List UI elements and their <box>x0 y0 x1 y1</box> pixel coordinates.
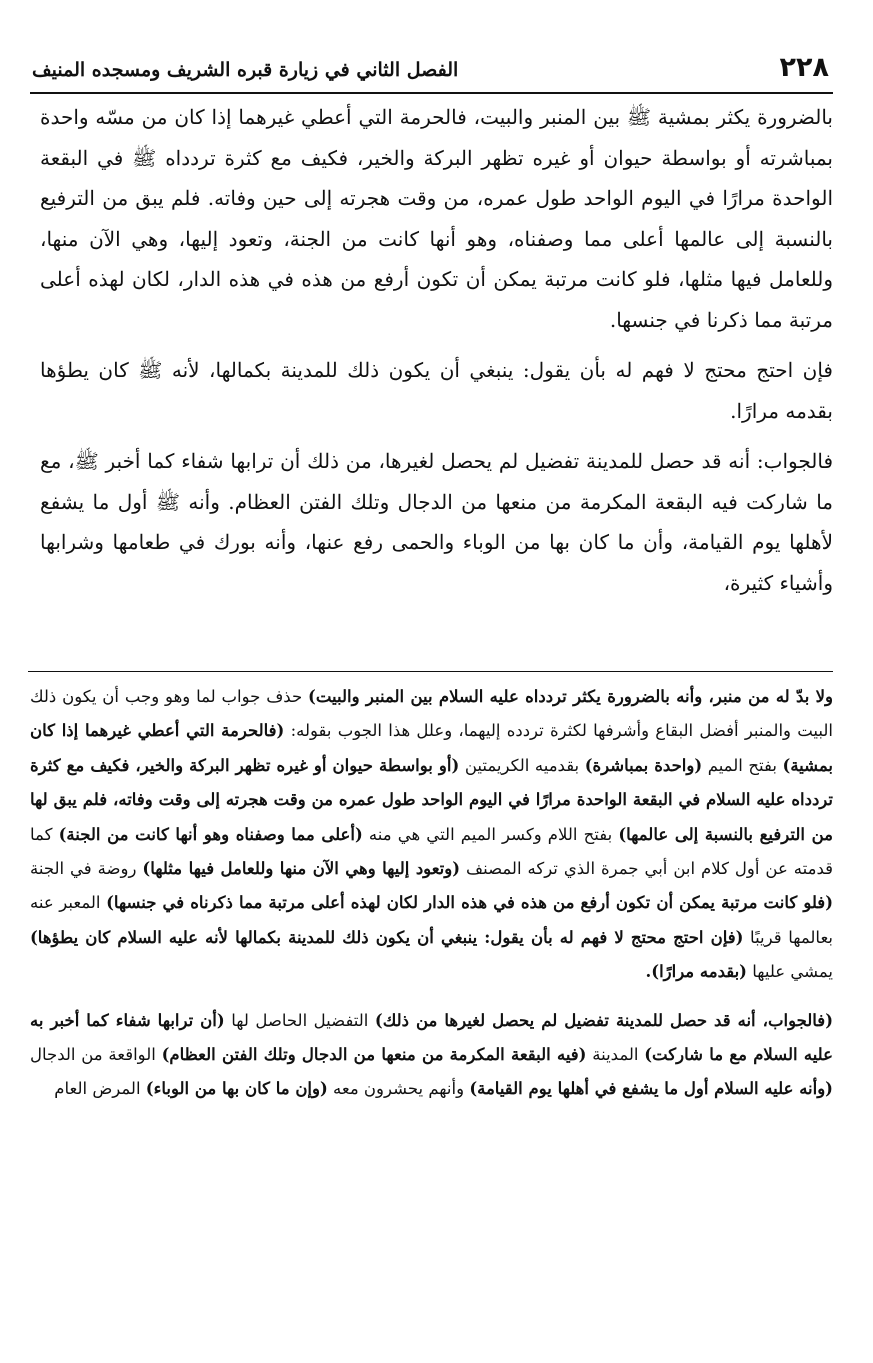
quoted-matn-text: (فالجواب، أنه قد حصل للمدينة تفضيل لم يحصل لغيرها من ذلك) <box>374 1010 833 1030</box>
commentary-text: يمشي عليها <box>746 962 833 982</box>
commentary-text: وأنهم يحشرون معه <box>327 1079 470 1099</box>
main-paragraph-1: بالضرورة يكثر بمشية ﷺ بين المنبر والبيت، فالحرمة التي أعطي غيرهما إذا كان من مسّه واحدة بمباشرته أو بواسطة حيوان أو غيره تظهر البركة والخير، فكيف مع كثرة تردداه ﷺ في البقعة الواحدة مرارًا في اليوم الواحد طول عمره، من وقت هجرته إلى حين وفاته. فلم يبق من الترفيع بالنسبة إلى عالمها أعلى مما وصفناه، وهو أنها كانت من الجنة، وتعود إليها، وهي الآن منها، وللعامل فيها مثلها، فلو كانت مرتبة يمكن أن تكون أرفع من هذه في هذه الدار، لكان لهذه أعلى مرتبة مما ذكرنا في جنسها. <box>40 105 833 332</box>
commentary-text: روضة في الجنة <box>30 859 143 879</box>
quoted-matn-text: ولا بدّ له من منبر، وأنه بالضرورة يكثر تردداه عليه السلام بين المنبر والبيت) <box>308 687 834 706</box>
commentary-text: الواقعة من الدجال <box>30 1045 162 1065</box>
commentary-paragraph-1 <box>30 680 833 990</box>
page-number: ٢٢٨ <box>779 52 829 83</box>
main-paragraph-2: فإن احتج محتج لا فهم له بأن يقول: ينبغي أن يكون ذلك للمدينة بكمالها، لأنه ﷺ كان يطؤها بقدمه مرارًا. <box>40 358 833 423</box>
quoted-matn-text: (فالحرمة التي أعطي غيرهما إذا كان بمشية) <box>30 721 833 775</box>
commentary-text: المدينة <box>586 1045 645 1065</box>
commentary-paragraph-2 <box>30 1004 833 1107</box>
quoted-matn-text: (وتعود إليها وهي الآن منها وللعامل فيها مثلها) <box>142 859 461 879</box>
commentary-text: بفتح اللام وكسر الميم التي هي منه <box>362 824 619 844</box>
quoted-matn-text: (وأنه عليه السلام أول ما يشفع في أهلها يوم القيامة) <box>469 1079 833 1099</box>
quoted-matn-text: (وإن ما كان بها من الوباء) <box>145 1079 328 1099</box>
commentary-text: المعبر عنه بعالمها قريبًا <box>30 893 834 947</box>
commentary-text: التفضيل الحاصل لها <box>224 1010 375 1030</box>
main-text <box>40 97 833 603</box>
commentary-text: المرض العام <box>54 1079 146 1099</box>
page-header <box>30 52 833 94</box>
commentary-text: حذف جواب لما وهو وجب أن يكون ذلك البيت والمنبر أفضل البقاع وأشرفها لكثرة تردده إليهما، وعلل هذا الجوب بقوله: <box>30 687 833 741</box>
quoted-matn-text: (بقدمه مرارًا). <box>645 962 747 982</box>
quoted-matn-text: (واحدة بمباشرة) <box>584 755 703 775</box>
commentary-text: كما قدمته عن أول كلام ابن أبي جمرة الذي تركه المصنف <box>30 824 833 879</box>
quoted-matn-text: (أو بواسطة حيوان أو غيره تظهر البركة والخير، فكيف مع كثرة تردداه عليه السلام في البقعة الواحدة مرارًا في اليوم الواحد طول عمره من وقت هجرته إلى وقت وفاته، فلم يبق لها من الترفيع بالنسبة إلى عالمها) <box>30 755 834 844</box>
quoted-matn-text: (أعلى مما وصفناه وهو أنها كانت من الجنة) <box>58 824 363 844</box>
quoted-matn-text: (فلو كانت مرتبة يمكن أن تكون أرفع من هذه في هذه الدار لكان لهذه أعلى مرتبة مما ذكرناه في جنسها) <box>106 893 833 913</box>
quoted-matn-text: (فيه البقعة المكرمة من منعها من الدجال وتلك الفتن العظام) <box>161 1045 587 1065</box>
commentary-text: بفتح الميم <box>702 755 783 775</box>
commentary-text: بقدميه الكريمتين <box>459 755 585 775</box>
commentary <box>30 680 833 1121</box>
running-title: الفصل الثاني في زيارة قبره الشريف ومسجده المنيف <box>32 59 459 81</box>
footnote-divider <box>28 671 833 672</box>
quoted-matn-text: (فإن احتج محتج لا فهم له بأن يقول: ينبغي أن يكون ذلك للمدينة بكمالها لأنه عليه السلام كان يطؤها) <box>30 927 744 947</box>
main-paragraph-3: فالجواب: أنه قد حصل للمدينة تفضيل لم يحصل لغيرها، من ذلك أن ترابها شفاء كما أخبر ﷺ، مع ما شاركت فيه البقعة المكرمة من منعها من الدجال وتلك الفتن العظام. وأنه ﷺ أول ما يشفع لأهلها يوم القيامة، وأن ما كان بها من الوباء والحمى رفع عنها، وأنه بورك في طعامها وشرابها وأشياء كثيرة، <box>40 449 833 595</box>
quoted-matn-text: (أن ترابها شفاء كما أخبر به عليه السلام مع ما شاركت) <box>30 1010 833 1065</box>
